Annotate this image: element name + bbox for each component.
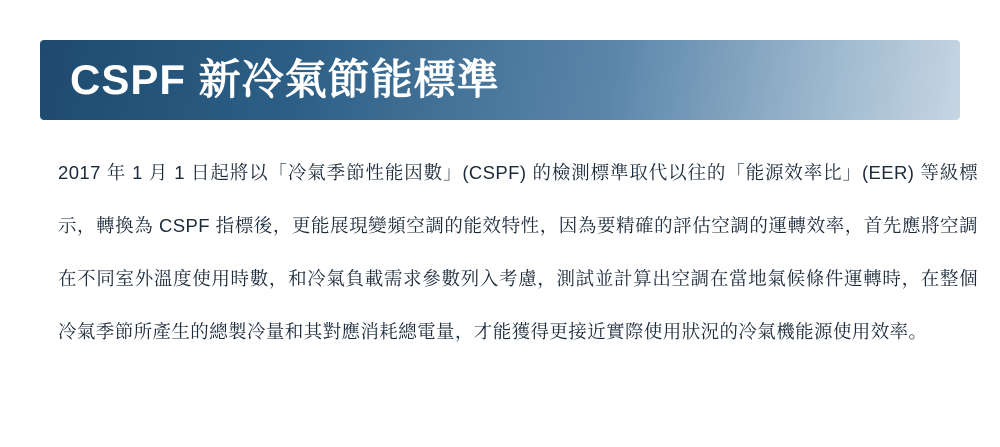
page-title: CSPF 新冷氣節能標準 — [70, 56, 500, 103]
body-paragraph: 2017 年 1 月 1 日起將以「冷氣季節性能因數」(CSPF) 的檢測標準取代以往的「能源效率比」(EER) 等級標示，轉換為 CSPF 指標後，更能展現變頻空調的能效特性，因為要精確的評估空調的運轉效率，首先應將空調在不同室外溫度使用時數，和冷氣負載需求參數列入考慮，測試並計算出空調在當地氣候條件運轉時，在整個冷氣季節所產生的總製冷量和其對應消耗總電量，才能獲得更接近實際使用狀況的冷氣機能源使用效率。 — [58, 162, 978, 342]
body-text-block — [58, 146, 978, 358]
title-banner — [40, 40, 960, 120]
